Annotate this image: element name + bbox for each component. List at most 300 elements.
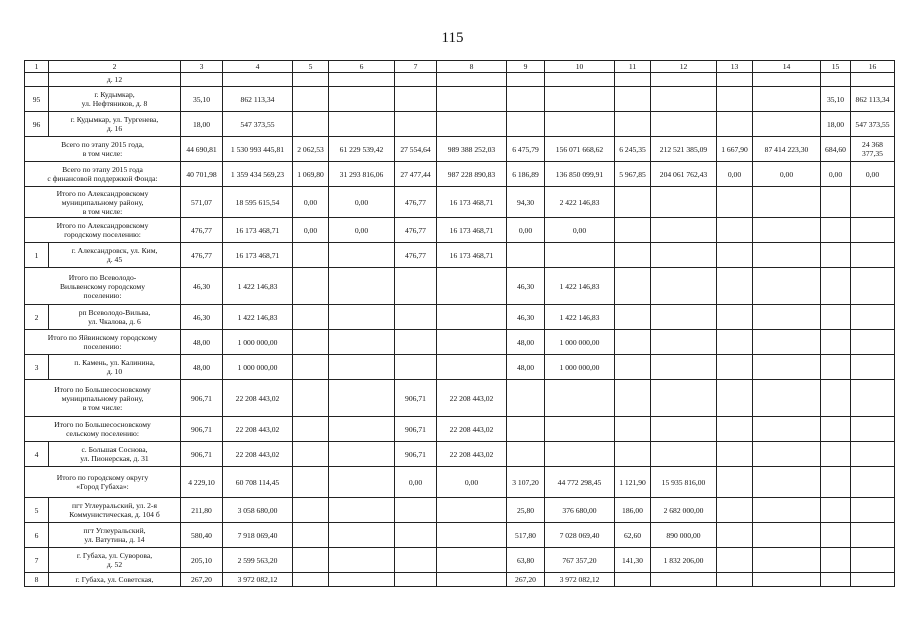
table-row [25, 187, 895, 218]
table-cell [651, 87, 717, 112]
table-cell [507, 442, 545, 467]
table-row [25, 355, 895, 380]
table-cell [395, 87, 437, 112]
table-cell [821, 73, 851, 87]
table-cell: 61 229 539,42 [329, 137, 395, 162]
table-cell [293, 243, 329, 268]
table-cell [821, 380, 851, 417]
row-label: Итого по городскому округу «Город Губаха»: [25, 467, 181, 498]
table-cell [395, 523, 437, 548]
table-cell: 7 [395, 61, 437, 73]
table-cell: 1 667,90 [717, 137, 753, 162]
table-cell: 27 477,44 [395, 162, 437, 187]
table-cell: 18,00 [181, 112, 223, 137]
table-cell [651, 417, 717, 442]
table-cell [753, 498, 821, 523]
table-cell [821, 417, 851, 442]
table-cell: 476,77 [181, 243, 223, 268]
table-cell: 1 [25, 61, 49, 73]
table-cell: 31 293 816,06 [329, 162, 395, 187]
table-row [25, 218, 895, 243]
table-cell: 7 918 069,40 [223, 523, 293, 548]
table-cell [651, 218, 717, 243]
table-cell [293, 330, 329, 355]
table-cell [507, 87, 545, 112]
table-cell: г. Кудымкар, ул. Тургенева, д. 16 [49, 112, 181, 137]
table-cell: 2 682 000,00 [651, 498, 717, 523]
table-cell [545, 87, 615, 112]
row-label: Итого по Всеволодо- Вильвенскому городскому поселению: [25, 268, 181, 305]
table-cell [651, 380, 717, 417]
table-cell: 1 121,90 [615, 467, 651, 498]
table-cell [753, 548, 821, 573]
table-cell [293, 355, 329, 380]
table-cell [437, 330, 507, 355]
table-cell [329, 523, 395, 548]
table-row [25, 417, 895, 442]
table-cell: 25,80 [507, 498, 545, 523]
table-cell: 15 [821, 61, 851, 73]
table-cell [851, 305, 895, 330]
table-cell [293, 73, 329, 87]
table-row [25, 137, 895, 162]
table-cell [717, 73, 753, 87]
table-cell [753, 268, 821, 305]
table-cell [293, 268, 329, 305]
row-label: Итого по Яйвинскому городскому поселению: [25, 330, 181, 355]
table-cell: 1 000 000,00 [545, 330, 615, 355]
table-cell: 22 208 443,02 [223, 380, 293, 417]
table-cell: 4 [223, 61, 293, 73]
table-cell [753, 355, 821, 380]
table-cell [507, 73, 545, 87]
table-cell: 27 554,64 [395, 137, 437, 162]
table-cell [717, 187, 753, 218]
table-cell [753, 87, 821, 112]
table-cell [851, 355, 895, 380]
table-cell: 46,30 [507, 268, 545, 305]
table-cell [851, 573, 895, 587]
table-cell [223, 73, 293, 87]
page-number: 115 [441, 30, 464, 46]
table-cell [651, 330, 717, 355]
table-cell [507, 243, 545, 268]
table-cell: 580,40 [181, 523, 223, 548]
table-cell: 44 690,81 [181, 137, 223, 162]
table-cell: 3 058 680,00 [223, 498, 293, 523]
table-cell: 16 [851, 61, 895, 73]
table-cell: 18 595 615,54 [223, 187, 293, 218]
table-cell [293, 442, 329, 467]
table-cell: 46,30 [507, 305, 545, 330]
table-cell [753, 218, 821, 243]
table-cell [851, 330, 895, 355]
table-cell [615, 442, 651, 467]
table-cell [717, 417, 753, 442]
table-cell: 15 935 816,00 [651, 467, 717, 498]
table-row [25, 467, 895, 498]
table-cell [821, 305, 851, 330]
table-cell: 136 850 099,91 [545, 162, 615, 187]
table-cell: 16 173 468,71 [223, 218, 293, 243]
table-cell: с. Большая Соснова, ул. Пионерская, д. 31 [49, 442, 181, 467]
row-label: Итого по Большесосновскому сельскому поселению: [25, 417, 181, 442]
table-cell: 3 [25, 355, 49, 380]
table-cell: 63,80 [507, 548, 545, 573]
table-cell: 16 173 468,71 [437, 187, 507, 218]
table-cell [329, 573, 395, 587]
table-cell: 40 701,98 [181, 162, 223, 187]
row-label: Всего по этапу 2015 года с финансовой поддержкой Фонда: [25, 162, 181, 187]
table-row [25, 268, 895, 305]
table-cell: 0,00 [717, 162, 753, 187]
table-cell [717, 523, 753, 548]
table-cell: 13 [717, 61, 753, 73]
table-cell: 44 772 298,45 [545, 467, 615, 498]
table-cell: 2 [49, 61, 181, 73]
table-cell [293, 498, 329, 523]
table-cell [615, 380, 651, 417]
table-cell [651, 355, 717, 380]
row-label: Итого по Александровскому городскому поселению: [25, 218, 181, 243]
table-cell [293, 87, 329, 112]
table-cell [851, 218, 895, 243]
table-cell [851, 73, 895, 87]
table-cell: 1 422 146,83 [545, 305, 615, 330]
table-cell: 8 [25, 573, 49, 587]
table-cell [615, 573, 651, 587]
table-row [25, 243, 895, 268]
table-cell: 1 000 000,00 [223, 355, 293, 380]
table-cell [615, 87, 651, 112]
table-cell [395, 573, 437, 587]
table-cell [329, 73, 395, 87]
table-cell [717, 498, 753, 523]
table-cell: 906,71 [181, 417, 223, 442]
table-cell: 517,80 [507, 523, 545, 548]
table-cell: 16 173 468,71 [437, 218, 507, 243]
table-cell [753, 573, 821, 587]
table-cell: г. Кудымкар, ул. Нефтяников, д. 8 [49, 87, 181, 112]
table-cell: 16 173 468,71 [223, 243, 293, 268]
table-cell: 6 [25, 523, 49, 548]
header-row [25, 61, 895, 73]
table-cell [651, 73, 717, 87]
table-cell: 476,77 [395, 243, 437, 268]
table-cell [615, 417, 651, 442]
table-cell [545, 442, 615, 467]
table-cell: 94,30 [507, 187, 545, 218]
table-cell: 906,71 [181, 442, 223, 467]
table-cell: 906,71 [395, 380, 437, 417]
table-cell: 1 530 993 445,81 [223, 137, 293, 162]
table-cell [615, 330, 651, 355]
table-cell [615, 187, 651, 218]
table-cell [753, 467, 821, 498]
table-cell: г. Губаха, ул. Советская, [49, 573, 181, 587]
table-cell [717, 442, 753, 467]
table-cell [753, 243, 821, 268]
table-cell [753, 442, 821, 467]
table-cell [717, 355, 753, 380]
table-cell [753, 112, 821, 137]
table-cell: 7 [25, 548, 49, 573]
table-cell [437, 548, 507, 573]
table-cell [851, 523, 895, 548]
row-label: Всего по этапу 2015 года, в том числе: [25, 137, 181, 162]
table-cell: 87 414 223,30 [753, 137, 821, 162]
table-cell: 0,00 [507, 218, 545, 243]
table-cell: 95 [25, 87, 49, 112]
table-cell [329, 380, 395, 417]
table-cell: 186,00 [615, 498, 651, 523]
table-cell: 4 229,10 [181, 467, 223, 498]
table-cell [293, 380, 329, 417]
table-cell [717, 112, 753, 137]
table-cell [395, 355, 437, 380]
table-cell: 6 [329, 61, 395, 73]
table-cell: 684,60 [821, 137, 851, 162]
table-cell: 4 [25, 442, 49, 467]
table-cell [753, 330, 821, 355]
table-cell: 2 [25, 305, 49, 330]
table-cell [395, 330, 437, 355]
table-row [25, 498, 895, 523]
table-cell: 862 113,34 [223, 87, 293, 112]
table-cell [293, 417, 329, 442]
table-cell: 24 368 377,35 [851, 137, 895, 162]
table-cell [25, 73, 49, 87]
table-cell: 6 245,35 [615, 137, 651, 162]
table-cell [293, 548, 329, 573]
table-cell [821, 243, 851, 268]
table-cell [821, 523, 851, 548]
table-cell [651, 268, 717, 305]
table-cell [717, 380, 753, 417]
table-cell [437, 112, 507, 137]
table-cell: 5 [25, 498, 49, 523]
table-cell [293, 305, 329, 330]
table-cell [329, 467, 395, 498]
table-cell [615, 218, 651, 243]
table-cell [545, 112, 615, 137]
table-row [25, 305, 895, 330]
table-cell [821, 187, 851, 218]
table-cell [615, 73, 651, 87]
table-cell: 156 071 668,62 [545, 137, 615, 162]
table-cell: 204 061 762,43 [651, 162, 717, 187]
table-cell [395, 112, 437, 137]
table-cell [753, 187, 821, 218]
table-cell: 48,00 [507, 355, 545, 380]
table-cell: 48,00 [507, 330, 545, 355]
table-cell: 7 028 069,40 [545, 523, 615, 548]
table-cell: 1 832 206,00 [651, 548, 717, 573]
table-cell: 14 [753, 61, 821, 73]
table-row [25, 523, 895, 548]
table-cell: 96 [25, 112, 49, 137]
table-cell [753, 305, 821, 330]
table-cell [651, 573, 717, 587]
table-cell [717, 243, 753, 268]
table-cell: 60 708 114,45 [223, 467, 293, 498]
table-cell: 22 208 443,02 [223, 417, 293, 442]
table-cell [329, 268, 395, 305]
table-cell [821, 330, 851, 355]
table-cell [181, 73, 223, 87]
table-cell [753, 380, 821, 417]
table-row [25, 162, 895, 187]
table-cell: 10 [545, 61, 615, 73]
table-row [25, 380, 895, 417]
table-cell: рп Всеволодо-Вильва, ул. Чкалова, д. 6 [49, 305, 181, 330]
table-cell: 11 [615, 61, 651, 73]
table-cell [293, 112, 329, 137]
table-cell [717, 305, 753, 330]
table-cell [395, 498, 437, 523]
table-cell [717, 87, 753, 112]
table-cell [329, 417, 395, 442]
table-cell [395, 305, 437, 330]
table-cell: 1 000 000,00 [223, 330, 293, 355]
table-cell: 0,00 [329, 187, 395, 218]
table-cell: 571,07 [181, 187, 223, 218]
table-cell [753, 73, 821, 87]
table-cell [821, 355, 851, 380]
table-cell [437, 573, 507, 587]
table-cell [329, 112, 395, 137]
row-label: Итого по Большесосновскому муниципальному району, в том числе: [25, 380, 181, 417]
table-cell [437, 268, 507, 305]
table-cell [437, 523, 507, 548]
table-cell: 0,00 [437, 467, 507, 498]
table-cell [851, 243, 895, 268]
table-cell [395, 548, 437, 573]
table-cell [821, 442, 851, 467]
table-cell [821, 573, 851, 587]
table-cell: 3 107,20 [507, 467, 545, 498]
table-cell: 2 422 146,83 [545, 187, 615, 218]
table-cell: д. 12 [49, 73, 181, 87]
table-cell [437, 498, 507, 523]
table-cell [615, 268, 651, 305]
table-cell: 987 228 890,83 [437, 162, 507, 187]
table-cell [821, 548, 851, 573]
table-cell: 35,10 [181, 87, 223, 112]
table-cell [651, 243, 717, 268]
table-cell [545, 380, 615, 417]
table-cell: 8 [437, 61, 507, 73]
table-cell [329, 442, 395, 467]
table-cell: 476,77 [181, 218, 223, 243]
table-cell: 3 [181, 61, 223, 73]
table-cell [329, 305, 395, 330]
table-row [25, 112, 895, 137]
table-row [25, 73, 895, 87]
table-cell: 267,20 [181, 573, 223, 587]
table-cell: 212 521 385,09 [651, 137, 717, 162]
table-cell: 476,77 [395, 187, 437, 218]
table-row [25, 548, 895, 573]
table-cell: 35,10 [821, 87, 851, 112]
table-cell: 0,00 [293, 187, 329, 218]
table-cell [851, 442, 895, 467]
table-cell: 906,71 [395, 442, 437, 467]
table-cell [615, 355, 651, 380]
table-row [25, 442, 895, 467]
table-cell: 46,30 [181, 268, 223, 305]
table-cell [545, 73, 615, 87]
table-cell [329, 87, 395, 112]
table-cell: 2 599 563,20 [223, 548, 293, 573]
table-cell: 906,71 [181, 380, 223, 417]
table-cell [437, 305, 507, 330]
table-cell [717, 330, 753, 355]
table-cell [293, 523, 329, 548]
table-cell [545, 417, 615, 442]
table-cell: 547 373,55 [223, 112, 293, 137]
table-cell [717, 218, 753, 243]
table-cell: 0,00 [545, 218, 615, 243]
table-cell: пгт Углеуральский, ул. Ватутина, д. 14 [49, 523, 181, 548]
table-cell [507, 417, 545, 442]
table-cell [651, 187, 717, 218]
table-cell: 141,30 [615, 548, 651, 573]
table-cell [821, 268, 851, 305]
table-cell: г. Губаха, ул. Суворова, д. 52 [49, 548, 181, 573]
table-cell: 547 373,55 [851, 112, 895, 137]
table-cell: 1 069,80 [293, 162, 329, 187]
table-row [25, 87, 895, 112]
table-cell: 0,00 [821, 162, 851, 187]
table-cell [329, 548, 395, 573]
table-cell: 0,00 [293, 218, 329, 243]
table-cell [717, 268, 753, 305]
table-cell [395, 268, 437, 305]
table-cell: 22 208 443,02 [437, 417, 507, 442]
table-cell [851, 380, 895, 417]
table-cell: 46,30 [181, 305, 223, 330]
table-cell [437, 73, 507, 87]
table-cell: 18,00 [821, 112, 851, 137]
table-cell: 862 113,34 [851, 87, 895, 112]
table-cell [615, 243, 651, 268]
table-cell [851, 268, 895, 305]
table-cell: 1 [25, 243, 49, 268]
table-cell [615, 112, 651, 137]
table-cell [717, 548, 753, 573]
table-cell [851, 417, 895, 442]
table-cell: 1 422 146,83 [223, 305, 293, 330]
table-cell [851, 548, 895, 573]
table-cell [615, 305, 651, 330]
table-cell [329, 243, 395, 268]
table-cell: 0,00 [851, 162, 895, 187]
table-cell: 12 [651, 61, 717, 73]
table-cell: г. Александровск, ул. Ким, д. 45 [49, 243, 181, 268]
table-cell: 22 208 443,02 [437, 380, 507, 417]
table-cell: 211,80 [181, 498, 223, 523]
table-cell [717, 573, 753, 587]
table-row [25, 330, 895, 355]
table-cell [651, 112, 717, 137]
table-cell [851, 187, 895, 218]
table-cell [717, 467, 753, 498]
table-cell: 0,00 [329, 218, 395, 243]
table-cell: 5 [293, 61, 329, 73]
table-cell: 16 173 468,71 [437, 243, 507, 268]
table-cell [329, 355, 395, 380]
